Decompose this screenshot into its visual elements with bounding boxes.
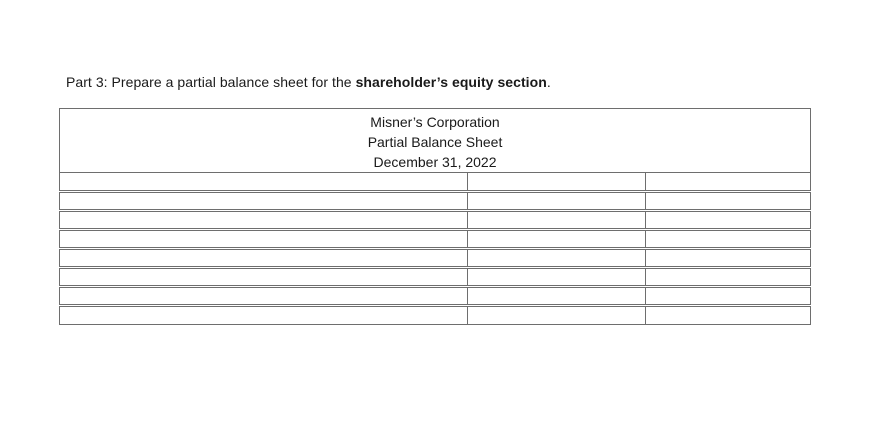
statement-date: December 31, 2022 — [373, 154, 497, 170]
balance-sheet-table — [59, 108, 811, 325]
total-cell[interactable] — [646, 192, 811, 211]
header-row — [60, 109, 811, 173]
total-cell[interactable] — [646, 211, 811, 230]
statement-title: Partial Balance Sheet — [367, 134, 503, 150]
total-cell[interactable] — [646, 230, 811, 249]
description-cell[interactable] — [60, 306, 468, 325]
description-cell[interactable] — [60, 287, 468, 306]
table-row — [60, 268, 811, 287]
description-cell[interactable] — [60, 230, 468, 249]
table-row — [60, 173, 811, 192]
amount-cell[interactable] — [468, 249, 646, 268]
amount-cell[interactable] — [468, 192, 646, 211]
amount-cell[interactable] — [468, 173, 646, 192]
description-cell[interactable] — [60, 173, 468, 192]
total-cell[interactable] — [646, 173, 811, 192]
table-row — [60, 192, 811, 211]
description-cell[interactable] — [60, 268, 468, 287]
table-row — [60, 306, 811, 325]
company-name: Misner’s Corporation — [370, 114, 500, 130]
total-cell[interactable] — [646, 306, 811, 325]
instruction-prefix: Part 3: Prepare a partial balance sheet for the — [66, 74, 356, 90]
instruction-bold: shareholder’s equity section — [355, 74, 547, 90]
table-row — [60, 230, 811, 249]
amount-cell[interactable] — [468, 230, 646, 249]
description-cell[interactable] — [60, 211, 468, 230]
amount-cell[interactable] — [468, 268, 646, 287]
table-row — [60, 211, 811, 230]
amount-cell[interactable] — [468, 211, 646, 230]
total-cell[interactable] — [646, 287, 811, 306]
amount-cell[interactable] — [468, 306, 646, 325]
total-cell[interactable] — [646, 268, 811, 287]
description-cell[interactable] — [60, 249, 468, 268]
instruction-text — [66, 74, 551, 90]
instruction-suffix: . — [546, 74, 551, 90]
total-cell[interactable] — [646, 249, 811, 268]
statement-heading — [60, 109, 811, 173]
description-cell[interactable] — [60, 192, 468, 211]
table-row — [60, 249, 811, 268]
table-row — [60, 287, 811, 306]
amount-cell[interactable] — [468, 287, 646, 306]
